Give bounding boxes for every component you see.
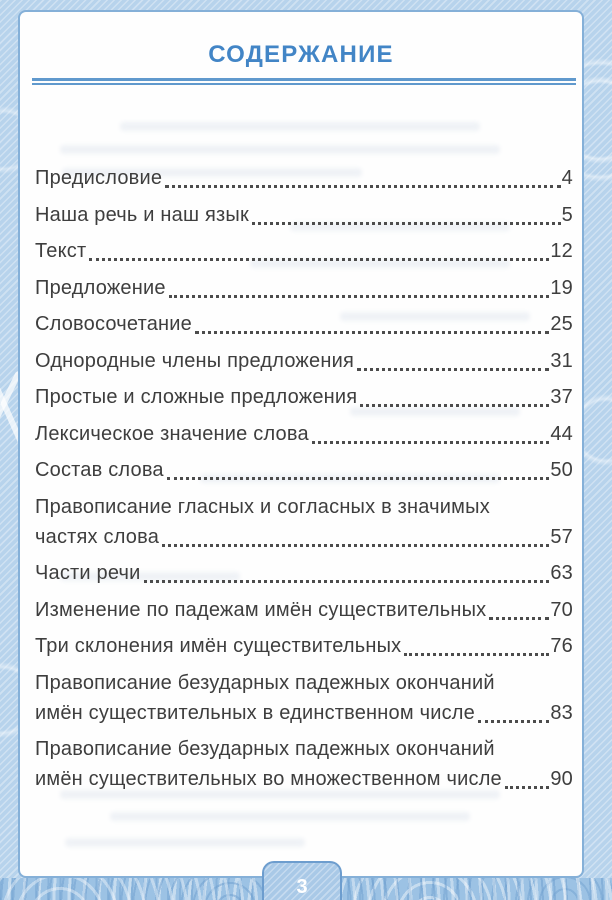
- toc-entry: [35, 668, 573, 728]
- toc-entry-label: Предложение: [35, 276, 166, 299]
- toc-entry-page-number: 70: [550, 598, 573, 621]
- toc-entry-page-number: 25: [550, 313, 573, 335]
- toc-entry-line: [35, 558, 573, 588]
- toc-entry-page-number: 76: [550, 635, 573, 657]
- bleed-artifact: [120, 122, 480, 131]
- toc-entry-line: [35, 492, 573, 522]
- toc-dot-leader: [357, 368, 549, 371]
- toc-entry-page-number: 5: [561, 203, 573, 226]
- toc-entry-line: [35, 346, 573, 376]
- toc-entry-label: имён существительных в единственном числе: [35, 701, 475, 724]
- toc-entry-line: [35, 309, 573, 339]
- toc-entry-page-number: 83: [550, 701, 573, 724]
- toc-dot-leader: [169, 295, 550, 298]
- toc-entry: [35, 163, 573, 193]
- toc-entry-label: Предисловие: [35, 167, 163, 189]
- toc-entry: [35, 382, 573, 412]
- toc-entry-line: [35, 200, 573, 230]
- bleed-artifact: [60, 145, 500, 154]
- toc-entry-page-number: 44: [550, 422, 573, 445]
- toc-entry-label: Правописание безударных падежных окончаний: [35, 671, 495, 694]
- content-sheet: [18, 10, 584, 878]
- toc-entry: [35, 595, 573, 625]
- toc-dot-leader: [167, 477, 550, 480]
- toc-dot-leader: [89, 258, 549, 261]
- toc-entry-label: Наша речь и наш язык: [35, 203, 249, 226]
- toc-dot-leader: [489, 617, 549, 620]
- toc-dot-leader: [312, 441, 550, 444]
- toc-entry: [35, 558, 573, 588]
- toc-entry-label: частях слова: [35, 525, 160, 548]
- toc-entry-line: [35, 764, 573, 794]
- toc-entry-page-number: 37: [550, 386, 573, 408]
- toc-entry: [35, 200, 573, 230]
- bleed-artifact: [110, 812, 470, 821]
- toc-dot-leader: [360, 404, 549, 407]
- toc-entry: [35, 455, 573, 485]
- toc-entry-page-number: 12: [550, 240, 573, 262]
- toc-entry-line: [35, 273, 573, 303]
- toc-entry-label: Три склонения имён существительных: [35, 635, 402, 657]
- toc-entry-page-number: 63: [550, 562, 573, 584]
- toc-dot-leader: [478, 720, 549, 723]
- toc-entry-line: [35, 382, 573, 412]
- page-title: СОДЕРЖАНИЕ: [208, 41, 394, 68]
- page-number: 3: [296, 876, 308, 898]
- toc-entry-line: [35, 631, 573, 661]
- toc-entry-line: [35, 668, 573, 698]
- toc-list: [35, 163, 573, 794]
- toc-entry-page-number: 90: [550, 768, 573, 790]
- toc-entry-line: [35, 734, 573, 764]
- toc-dot-leader: [165, 185, 561, 188]
- toc-entry-line: [35, 163, 573, 193]
- toc-entry-label: Части речи: [35, 562, 141, 584]
- toc-entry-label: Словосочетание: [35, 313, 192, 335]
- page-number-tab: [262, 861, 342, 900]
- toc-entry-line: [35, 419, 573, 449]
- toc-entry-label: Правописание безударных падежных окончаний: [35, 738, 495, 760]
- toc-entry: [35, 419, 573, 449]
- toc-dot-leader: [505, 786, 549, 789]
- toc-entry: [35, 346, 573, 376]
- toc-entry-line: [35, 455, 573, 485]
- toc-dot-leader: [404, 653, 549, 656]
- toc-entry-label: Лексическое значение слова: [35, 422, 309, 445]
- toc-entry-label: Состав слова: [35, 459, 164, 481]
- toc-entry-page-number: 31: [550, 349, 573, 372]
- toc-entry-line: [35, 236, 573, 266]
- toc-entry-label: Изменение по падежам имён существительных: [35, 598, 487, 621]
- toc-entry-page-number: 50: [550, 459, 573, 481]
- title-divider-double-rule: [32, 78, 576, 85]
- toc-entry: [35, 273, 573, 303]
- toc-entry-line: [35, 698, 573, 728]
- toc-dot-leader: [252, 222, 561, 225]
- toc-entry-line: [35, 522, 573, 552]
- toc-dot-leader: [162, 544, 549, 547]
- toc-entry: [35, 631, 573, 661]
- toc-entry: [35, 734, 573, 794]
- toc-entry-label: Правописание гласных и согласных в значимых: [35, 495, 490, 518]
- toc-entry-line: [35, 595, 573, 625]
- toc-entry: [35, 492, 573, 552]
- toc-entry-page-number: 4: [561, 167, 573, 189]
- toc-dot-leader: [195, 331, 549, 334]
- toc-entry-label: Однородные члены предложения: [35, 349, 354, 372]
- toc-entry: [35, 309, 573, 339]
- bleed-artifact: [65, 838, 305, 847]
- toc-entry-label: Текст: [35, 240, 87, 262]
- toc-entry: [35, 236, 573, 266]
- toc-entry-page-number: 57: [550, 525, 573, 548]
- toc-entry-page-number: 19: [550, 276, 573, 299]
- toc-dot-leader: [144, 580, 550, 583]
- toc-entry-label: имён существительных во множественном числе: [35, 768, 502, 790]
- toc-entry-label: Простые и сложные предложения: [35, 386, 358, 408]
